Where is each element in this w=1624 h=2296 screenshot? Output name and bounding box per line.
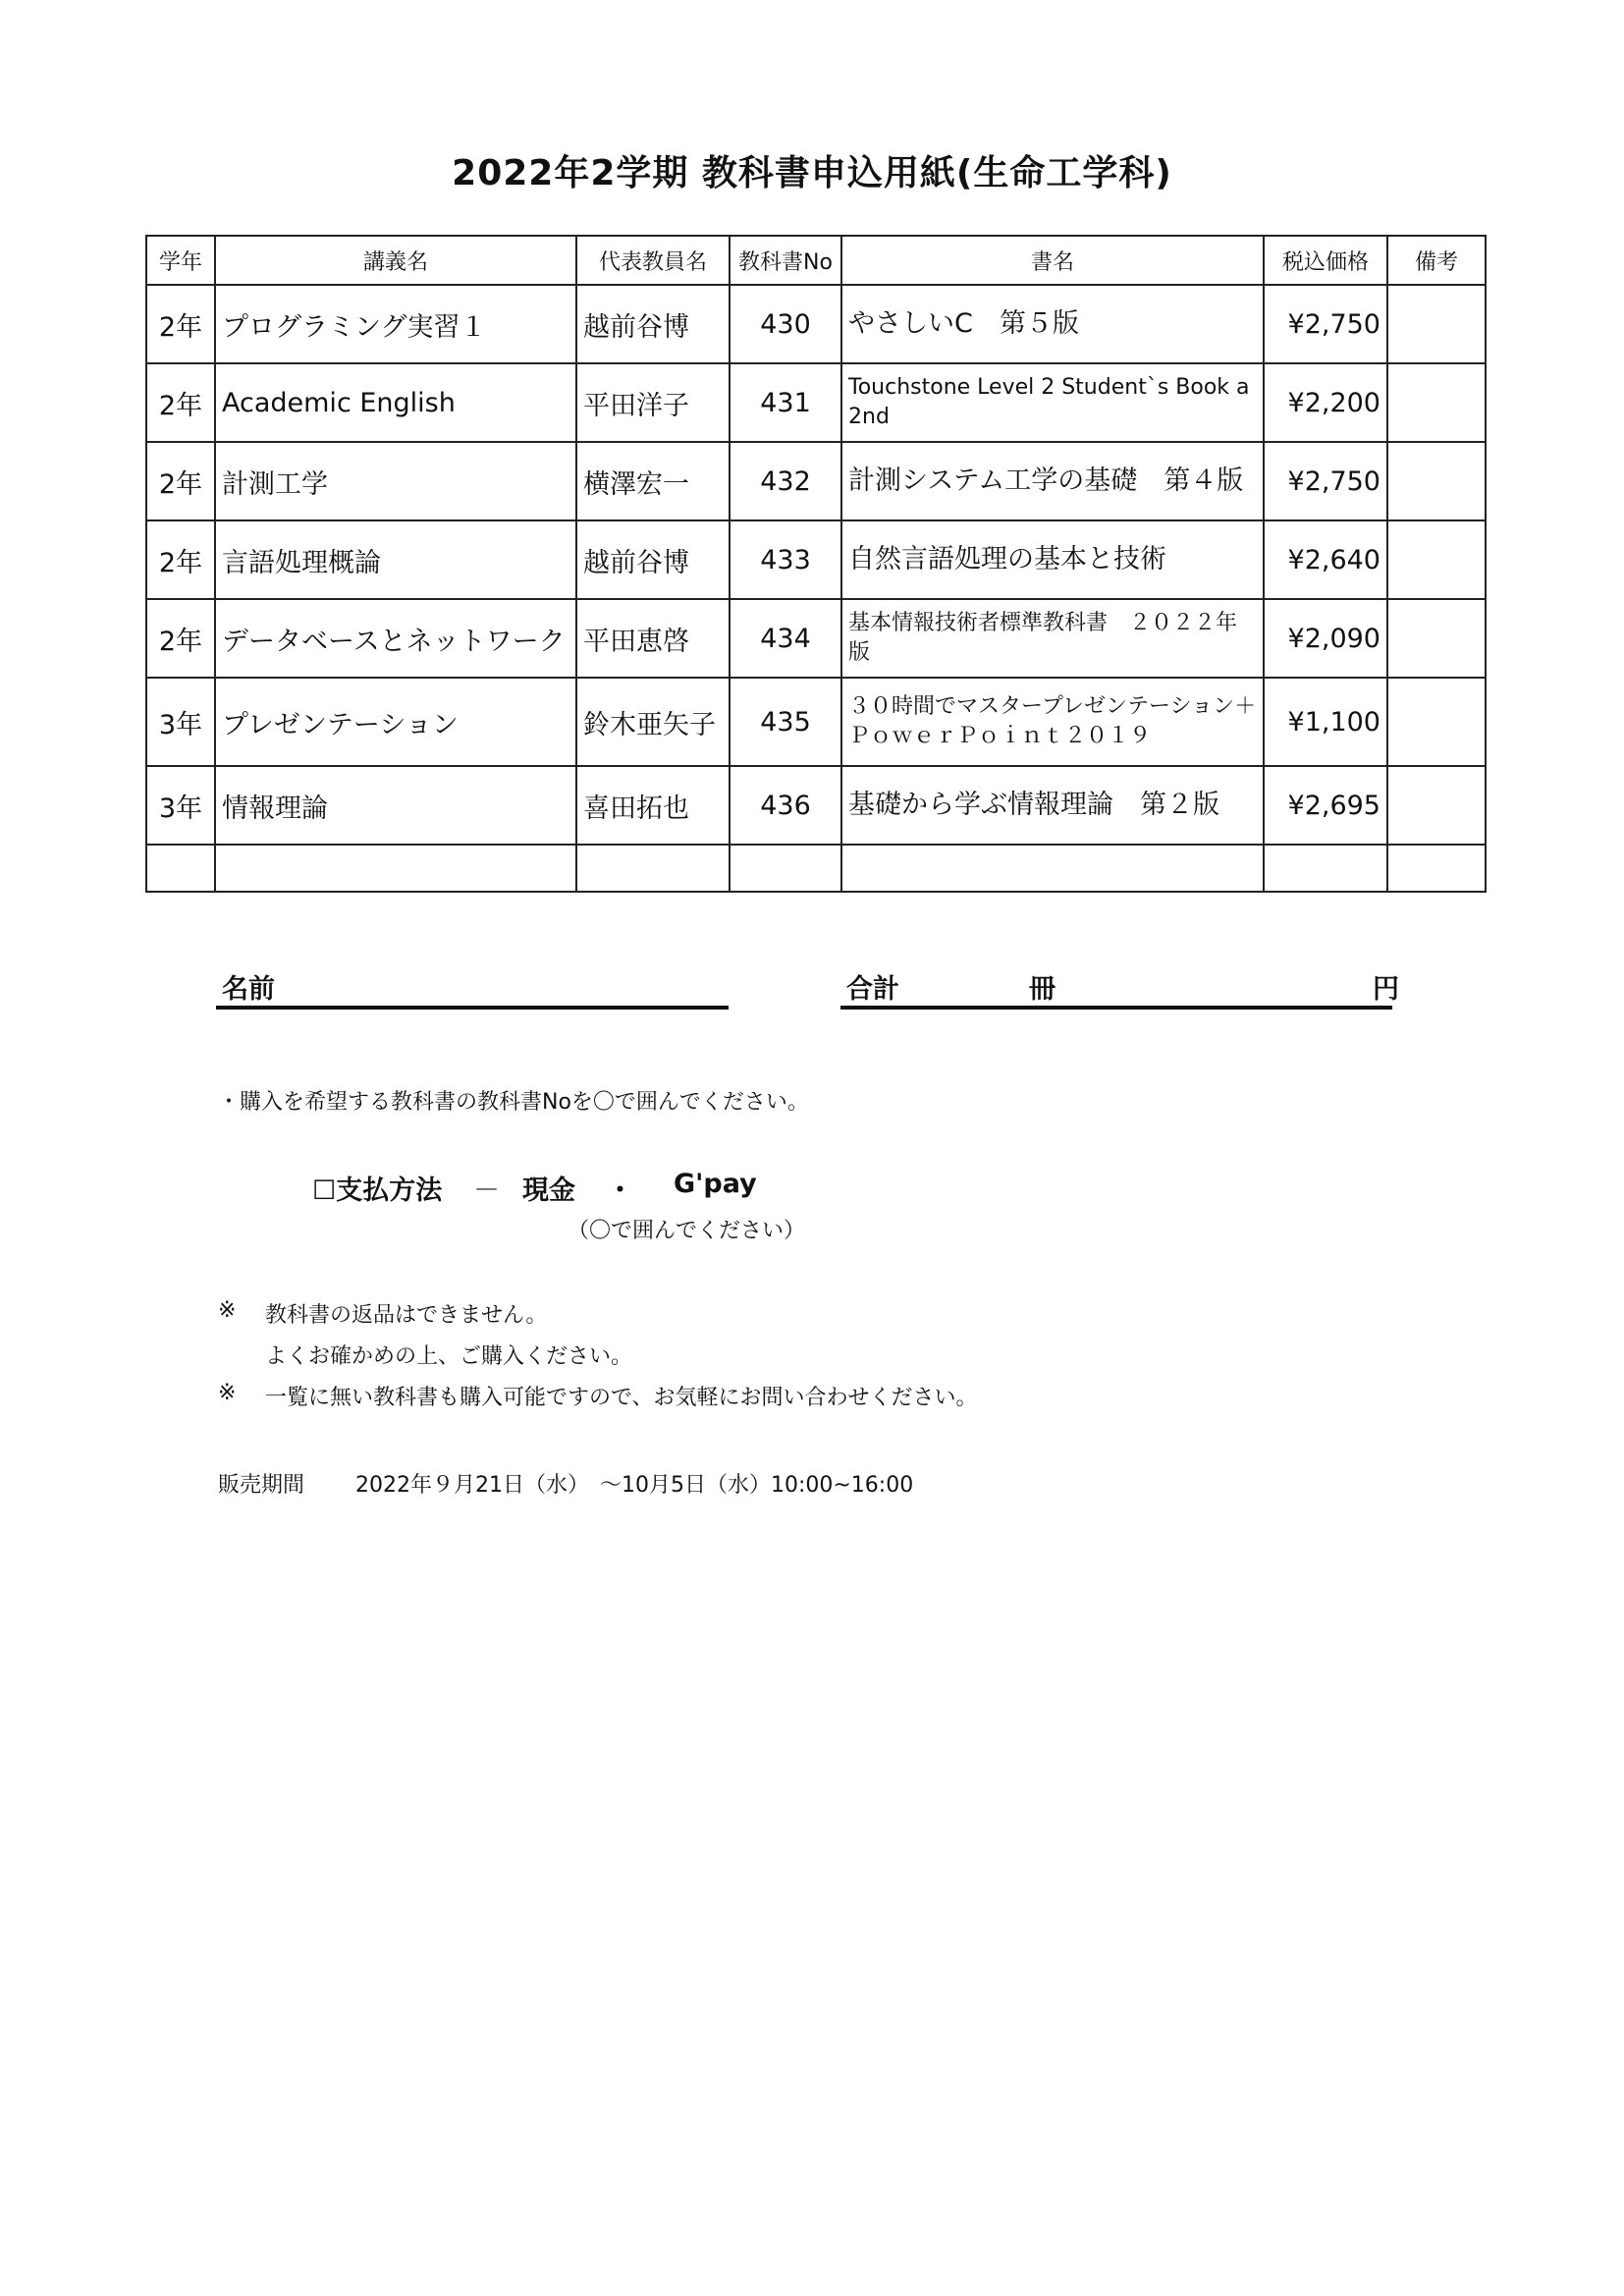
- name-label: 名前: [222, 974, 275, 1005]
- header-course: 講義名: [215, 236, 576, 285]
- cell-price: ¥2,640: [1264, 520, 1387, 599]
- cell-book-title: 基本情報技術者標準教科書 ２０２２年版: [841, 599, 1264, 678]
- header-book-title: 書名: [841, 236, 1264, 285]
- cell-price: ¥2,695: [1264, 766, 1387, 845]
- cell-course: 計測工学: [215, 442, 576, 520]
- cell-empty: [1387, 845, 1486, 892]
- cell-teacher: 鈴木亜矢子: [576, 678, 730, 766]
- cell-empty: [841, 845, 1264, 892]
- cell-empty: [1264, 845, 1387, 892]
- cell-book-title: やさしいC 第５版: [841, 285, 1264, 363]
- header-remarks: 備考: [1387, 236, 1486, 285]
- header-price: 税込価格: [1264, 236, 1387, 285]
- table-row-empty: [146, 845, 1486, 892]
- payment-hint: （〇で囲んでください）: [568, 1219, 806, 1243]
- cell-textbook-no: 436: [730, 766, 841, 845]
- cell-course: 言語処理概論: [215, 520, 576, 599]
- header-grade: 学年: [146, 236, 215, 285]
- payment-option-cash: 現金: [522, 1175, 575, 1206]
- cell-teacher: 越前谷博: [576, 520, 730, 599]
- note-no-return: 教科書の返品はできません。: [265, 1303, 548, 1328]
- cell-remarks: [1387, 442, 1486, 520]
- cell-empty: [576, 845, 730, 892]
- cell-textbook-no: 431: [730, 363, 841, 442]
- cell-remarks: [1387, 520, 1486, 599]
- cell-empty: [215, 845, 576, 892]
- header-teacher: 代表教員名: [576, 236, 730, 285]
- cell-book-title: Touchstone Level 2 Student`s Book a 2nd: [841, 363, 1264, 442]
- cell-textbook-no: 430: [730, 285, 841, 363]
- cell-empty: [146, 845, 215, 892]
- cell-textbook-no: 433: [730, 520, 841, 599]
- table-row: [146, 599, 1486, 678]
- table-row: [146, 442, 1486, 520]
- cell-price: ¥2,750: [1264, 285, 1387, 363]
- cell-price: ¥1,100: [1264, 678, 1387, 766]
- cell-grade: 2年: [146, 363, 215, 442]
- table-row: [146, 520, 1486, 599]
- yen-unit: 円: [1373, 974, 1399, 1005]
- header-textbook-no: 教科書No: [730, 236, 841, 285]
- sales-period-label: 販売期間: [218, 1473, 305, 1498]
- instruction-text: ・購入を希望する教科書の教科書Noを〇で囲んでください。: [218, 1090, 809, 1115]
- cell-grade: 2年: [146, 285, 215, 363]
- cell-book-title: 計測システム工学の基礎 第４版: [841, 442, 1264, 520]
- cell-course: プレゼンテーション: [215, 678, 576, 766]
- cell-grade: 2年: [146, 520, 215, 599]
- cell-textbook-no: 434: [730, 599, 841, 678]
- cell-course: 情報理論: [215, 766, 576, 845]
- cell-remarks: [1387, 285, 1486, 363]
- cell-grade: 2年: [146, 442, 215, 520]
- cell-remarks: [1387, 678, 1486, 766]
- cell-teacher: 喜田拓也: [576, 766, 730, 845]
- page-title: 2022年2学期 教科書申込用紙(生命工学科): [452, 153, 1172, 193]
- cell-book-title: 基礎から学ぶ情報理論 第２版: [841, 766, 1264, 845]
- cell-teacher: 平田恵啓: [576, 599, 730, 678]
- payment-separator: ・: [607, 1175, 633, 1206]
- cell-textbook-no: 432: [730, 442, 841, 520]
- note-confirm: よくお確かめの上、ご購入ください。: [265, 1344, 633, 1369]
- cell-course: データベースとネットワーク: [215, 599, 576, 678]
- table-header-row: [146, 236, 1486, 285]
- cell-teacher: 横澤宏一: [576, 442, 730, 520]
- total-underline: [840, 1006, 1392, 1010]
- cell-price: ¥2,750: [1264, 442, 1387, 520]
- textbook-table: [145, 235, 1487, 893]
- cell-grade: 3年: [146, 678, 215, 766]
- payment-dash: －: [473, 1175, 500, 1206]
- cell-teacher: 平田洋子: [576, 363, 730, 442]
- cell-grade: 2年: [146, 599, 215, 678]
- table-row: [146, 363, 1486, 442]
- table-row: [146, 285, 1486, 363]
- name-underline: [216, 1006, 729, 1010]
- cell-teacher: 越前谷博: [576, 285, 730, 363]
- cell-textbook-no: 435: [730, 678, 841, 766]
- cell-price: ¥2,090: [1264, 599, 1387, 678]
- note-mark: ※: [218, 1381, 237, 1405]
- cell-remarks: [1387, 363, 1486, 442]
- books-unit: 冊: [1029, 974, 1056, 1005]
- payment-method-label: ☐支払方法: [312, 1175, 443, 1206]
- total-label: 合計: [846, 974, 899, 1005]
- note-other-books: 一覧に無い教科書も購入可能ですので、お気軽にお問い合わせください。: [265, 1386, 978, 1410]
- cell-remarks: [1387, 599, 1486, 678]
- payment-option-gpay: G'pay: [674, 1169, 757, 1199]
- cell-course: Academic English: [215, 363, 576, 442]
- table-row: [146, 678, 1486, 766]
- cell-grade: 3年: [146, 766, 215, 845]
- cell-remarks: [1387, 766, 1486, 845]
- table-row: [146, 766, 1486, 845]
- cell-book-title: 自然言語処理の基本と技術: [841, 520, 1264, 599]
- cell-book-title: ３０時間でマスタープレゼンテーション＋ＰｏｗｅｒＰｏｉｎｔ２０１９: [841, 678, 1264, 766]
- cell-course: プログラミング実習１: [215, 285, 576, 363]
- note-mark: ※: [218, 1298, 237, 1323]
- cell-empty: [730, 845, 841, 892]
- cell-price: ¥2,200: [1264, 363, 1387, 442]
- sales-period-dates: 2022年９月21日（水） ～10月5日（水）10:00~16:00: [355, 1473, 914, 1498]
